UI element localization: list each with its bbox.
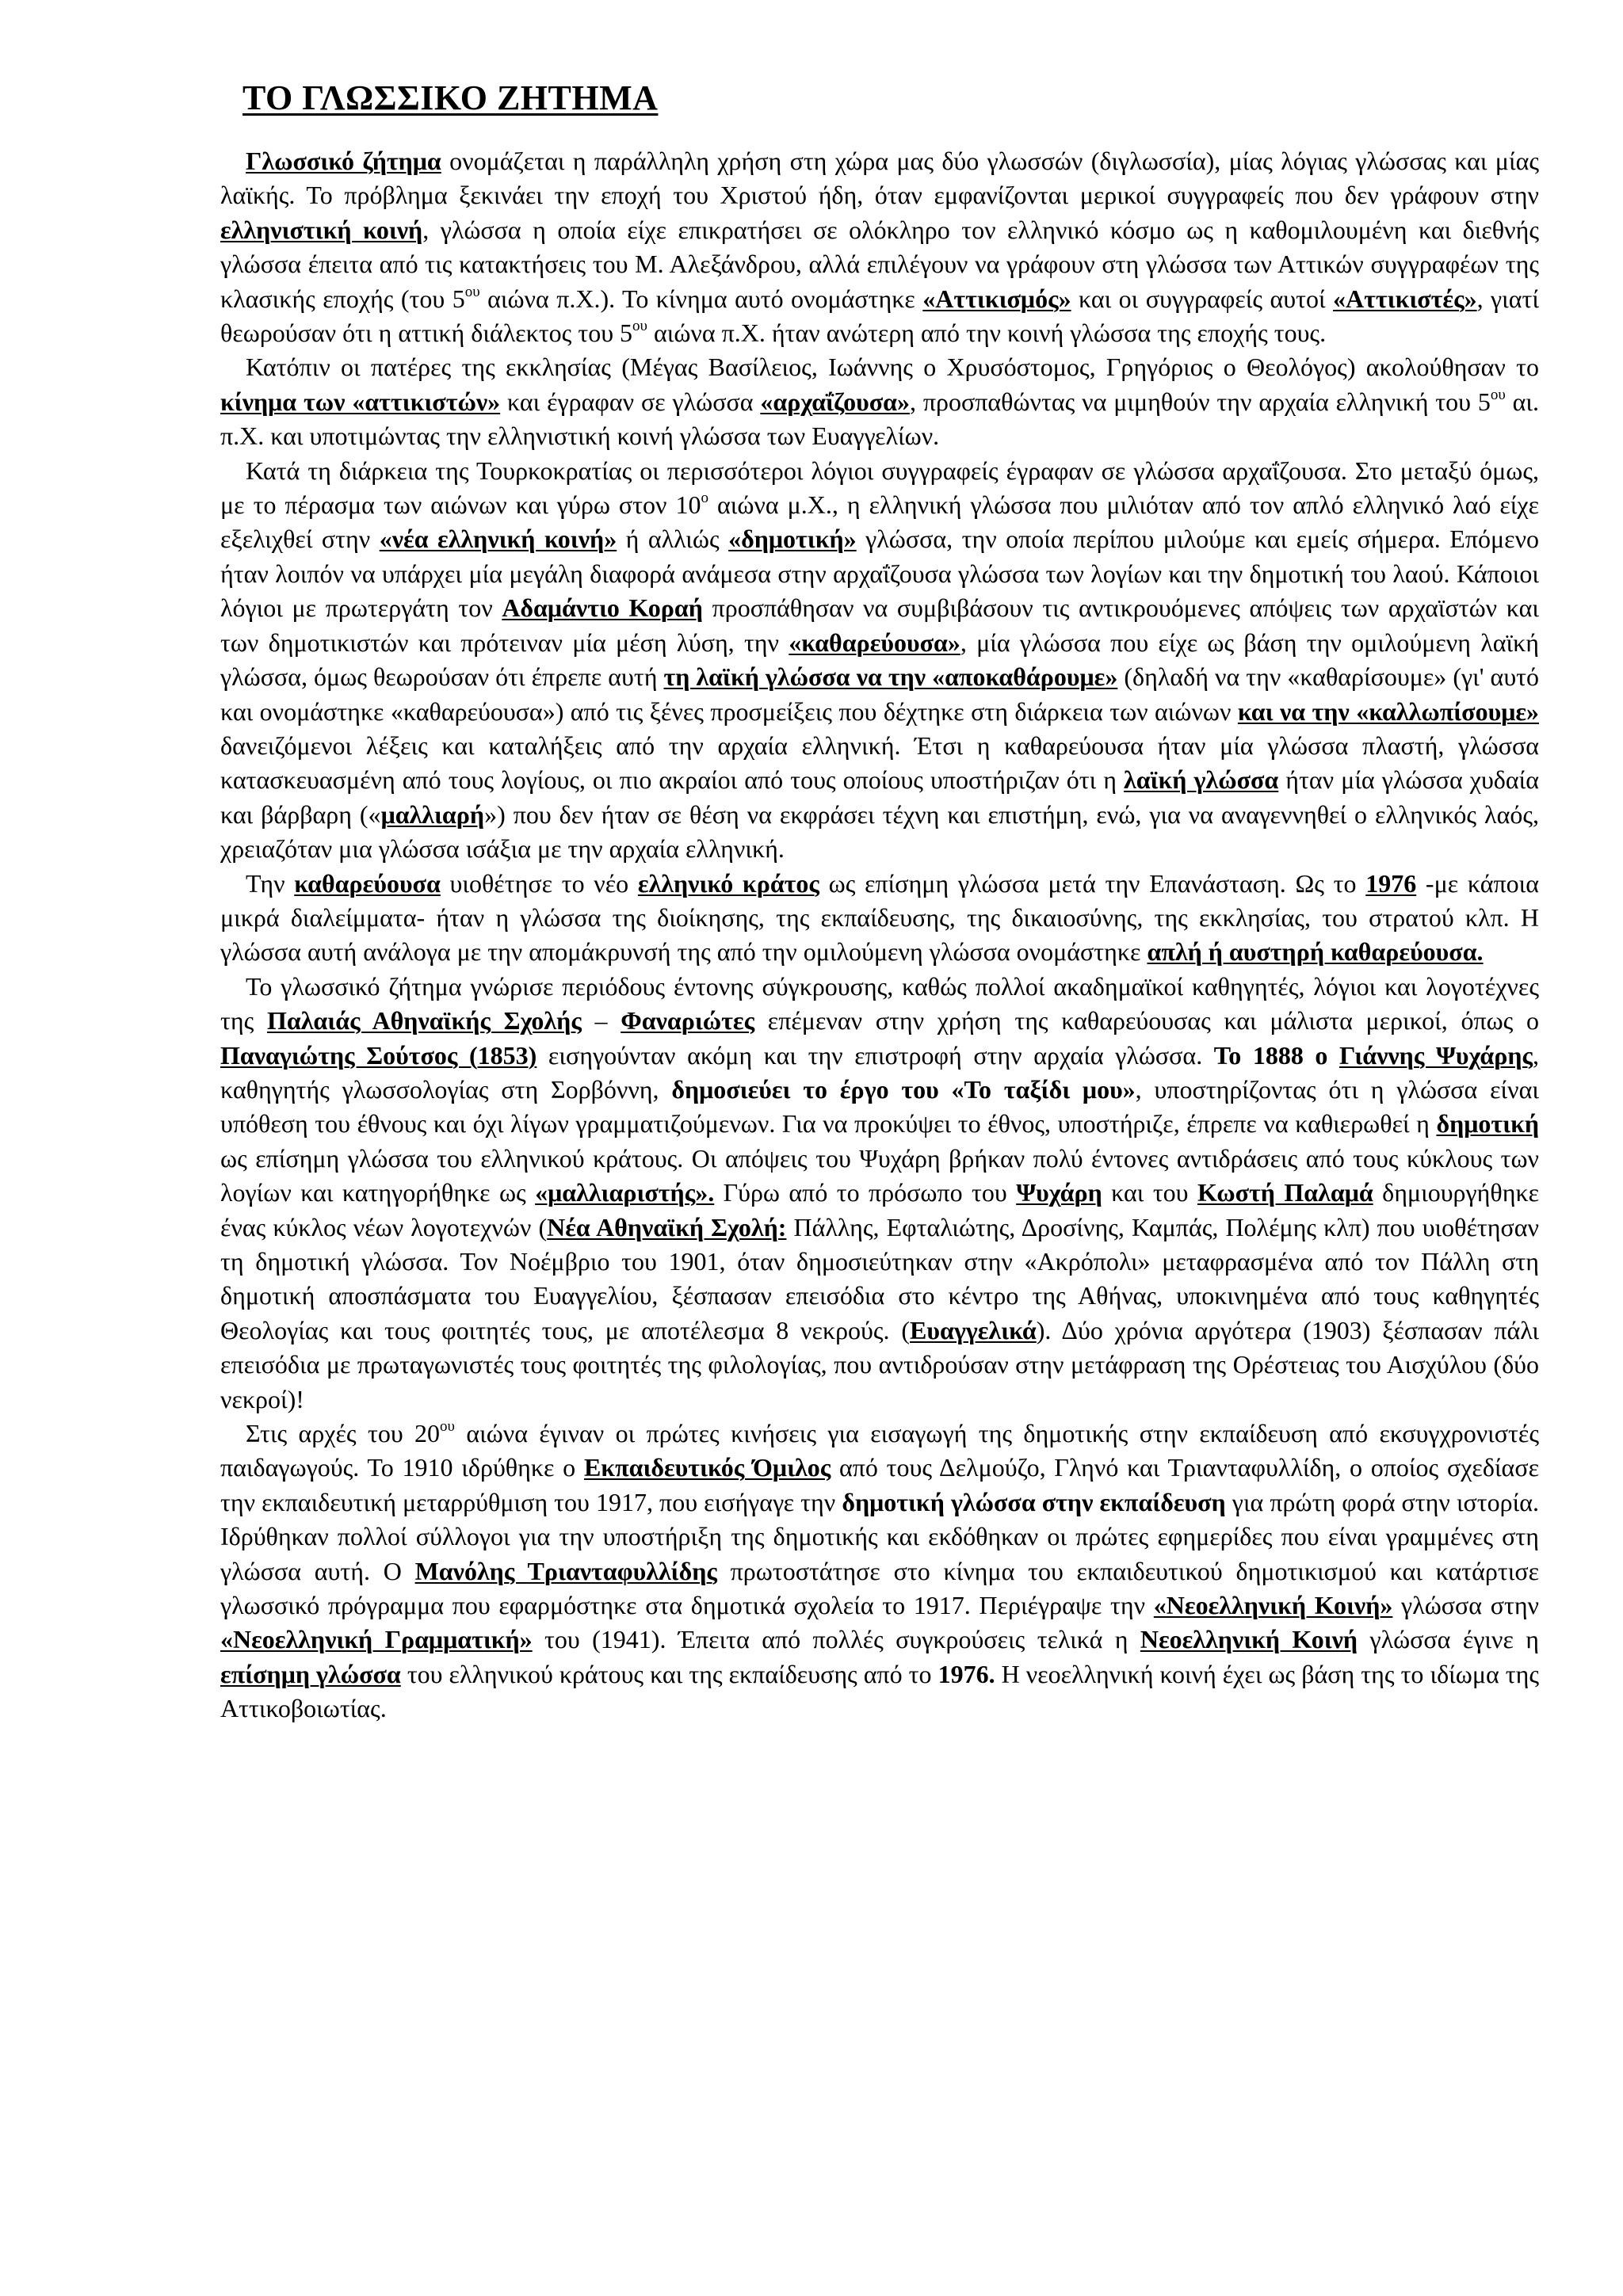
text-run: – [581,1006,621,1035]
emphasized-term-wrapper [910,1316,1037,1344]
emphasized-term: Νεοελληνική Κοινή [1140,1625,1358,1654]
emphasized-term-wrapper [1140,1625,1358,1653]
text-run: αιώνα έγιναν οι πρώτες κινήσεις για εισαγωγή της δημοτικής στην εκπαίδευση από εκσυγχρονιστές παιδαγωγούς. Το 1910 ιδρύθηκε ο [220,1419,1540,1482]
text-run: Η νεοελληνική κοινή έχει ως βάση της το ιδίωμα της Αττικοβοιωτίας. [220,1659,1540,1723]
emphasized-term: απλή ή αυστηρή καθαρεύουσα. [1147,937,1484,967]
text-run: Γύρω από το πρόσωπο του [714,1178,1017,1207]
bold-text: 1976. [938,1659,995,1688]
emphasized-term: κίνημα των «αττικιστών» [220,387,501,416]
emphasized-term-wrapper [1333,284,1477,313]
text-run: ως επίσημη γλώσσα μετά την Επανάσταση. Ως το [819,868,1366,898]
emphasized-term-wrapper [415,1557,717,1585]
text-run: γλώσσα έγινε η [1358,1625,1540,1654]
emphasized-term: Νέα Αθηναϊκή Σχολή: [547,1212,787,1241]
text-run: του (1941). Έπειτα από πολλές συγκρούσεις τελικά η [532,1625,1140,1654]
emphasized-term: 1976 [1365,868,1417,898]
emphasized-term-wrapper [1197,1178,1373,1207]
emphasized-term: ελληνιστική κοινή [220,215,423,244]
emphasized-term: καθαρεύουσα [294,868,441,898]
emphasized-term-wrapper [1016,1178,1102,1207]
emphasized-term: τη λαϊκή γλώσσα να την «αποκαθάρουμε» [663,662,1118,692]
emphasized-term: «καθαρεύουσα» [789,627,960,657]
emphasized-term-wrapper [220,1625,533,1653]
emphasized-term-wrapper [922,284,1071,313]
emphasized-term: Κωστή Παλαμά [1197,1178,1373,1207]
document-title: ΤΟ ΓΛΩΣΣΙΚΟ ΖΗΤΗΜΑ [242,78,659,117]
body-paragraph [220,350,1539,453]
emphasized-term-wrapper [728,524,857,553]
text-run: , γλώσσα η οποία είχε επικρατήσει σε ολόκληρο τον ελληνικό κόσμο ως η καθομιλουμένη και διεθνής γλώσσα έπειτα από τις κατακτήσεις του Μ. Αλεξάνδρου, αλλά επιλέγουν να γράφουν στη γλώσσα των Αττικών συγγραφέων της κλασικής εποχής (του 5 [220,215,1540,313]
text-run: γλώσσα, την οποία περίπου μιλούμε και εμείς σήμερα. Επόμενο ήταν λοιπόν να υπάρχει μία μεγάλη διαφορά ανάμεσα στην αρχαΐζουσα γλώσσα των λογίων και την δημοτική του λαού. Κάποιοι λόγιοι με πρωτεργάτη τον [220,524,1540,623]
text-run: αι. π.Χ. και υποτιμώντας την ελληνιστική κοινή γλώσσα των Ευαγγελίων. [220,387,1540,451]
superscript-text: ου [632,318,647,335]
body-paragraph [220,454,1539,867]
emphasized-term-wrapper [220,1041,537,1070]
emphasized-term: Εκπαιδευτικός Όμιλος [583,1453,831,1482]
body-paragraph [220,1417,1539,1726]
emphasized-term-wrapper [246,147,441,175]
emphasized-term: και να την «καλλωπίσουμε» [1237,696,1540,726]
text-run: επέμεναν στην χρήση της καθαρεύουσας και μάλιστα μερικοί, όπως ο [754,1006,1540,1035]
bold-text: δημοσιεύει το έργο του «Το ταξίδι μου» [671,1074,1136,1104]
emphasized-term: «δημοτική» [728,524,857,554]
text-run: υιοθέτησε το νέο [440,868,638,898]
emphasized-term: Ευαγγελικά [910,1315,1037,1344]
emphasized-term: Γιάννης Ψυχάρης [1339,1040,1533,1070]
emphasized-term: δημοτική [1436,1109,1539,1138]
text-run: δημιουργήθηκε ένας κύκλος νέων λογοτεχνών ( [220,1178,1540,1241]
text-run: εισηγούνταν ακόμη και την επιστροφή στην αρχαία γλώσσα. [537,1040,1214,1070]
emphasized-term: Παλαιάς Αθηναϊκής Σχολής [266,1006,582,1035]
text-run: του ελληνικού κράτους και της εκπαίδευσης από το [400,1659,938,1688]
body-paragraph [220,970,1539,1417]
emphasized-term-wrapper [663,662,1117,691]
text-run: Την [246,868,295,898]
emphasized-term-wrapper [789,628,960,657]
emphasized-term-wrapper [1147,937,1483,966]
text-run: , καθηγητής γλωσσολογίας στη Σορβόννη, [220,1040,1540,1104]
emphasized-term: «Νεοελληνική Γραμματική» [220,1625,533,1654]
text-run: γλώσσα στην [1392,1591,1540,1620]
text-run: -με κάποια μικρά διαλείμματα- ήταν η γλώσσα της διοίκησης, της εκπαίδευσης, της δικαιοσύνης, της εκκλησίας, του στρατού κλπ. Η γλώσσα αυτή ανάλογα με την απομάκρυνσή της από την ομιλούμενη γλώσσα ονομάστηκε [220,868,1540,967]
superscript-text: ου [1490,387,1506,404]
emphasized-term-wrapper [621,1006,754,1035]
text-run: δανειζόμενοι λέξεις και καταλήξεις από την αρχαία ελληνική. Έτσι η καθαρεύουσα ήταν μία γλώσσα πλαστή, γλώσσα κατασκευασμένη από τους λογίους, οι πιο ακραίοι από τους οποίους υποστήριζαν ότι η [220,730,1539,795]
text-run: Το γλωσσικό ζήτημα γνώρισε περιόδους έντονης σύγκρουσης, καθώς πολλοί ακαδημαϊκοί καθηγητές, λόγιοι και λογοτέχνες της [220,971,1539,1035]
emphasized-term-wrapper [294,869,441,898]
emphasized-term-wrapper [380,524,617,553]
superscript-text: ου [464,283,480,300]
emphasized-term: «Αττικισμός» [922,284,1071,313]
emphasized-term-wrapper [220,387,500,416]
emphasized-term: «Αττικιστές» [1333,284,1477,313]
emphasized-term-wrapper [1436,1109,1539,1138]
emphasized-term: Μανόλης Τριανταφυλλίδης [414,1556,717,1585]
emphasized-term-wrapper [584,1453,831,1482]
superscript-text: ου [440,1418,455,1436]
text-run: ήταν μία γλώσσα χυδαία και βάρβαρη (« [220,765,1540,829]
emphasized-term: Γλωσσικό ζήτημα [246,147,441,175]
emphasized-term-wrapper [535,1178,714,1207]
text-run: , υποστηρίζοντας ότι η γλώσσα είναι υπόθεση του έθνους και όχι λίγων γραμματιζούμενων. Για να προκύψει το έθνος, υποστήριζε, έπρεπε να καθιερωθεί η [220,1074,1540,1138]
emphasized-term-wrapper [220,215,422,244]
text-run: Κατόπιν οι πατέρες της εκκλησίας (Μέγας Βασίλειος, Ιωάννης ο Χρυσόστομος, Γρηγόριος ο Θεολόγος) ακολούθησαν το [246,353,1539,382]
text-run: ονομάζεται η παράλληλη χρήση στη χώρα μας δύο γλωσσών (διγλωσσία), μίας λόγιας γλώσσας και μίας λαϊκής. Το πρόβλημα ξεκινάει την εποχή του Χριστού ήδη, όταν εμφανίζονται μερικοί συγγραφείς που δεν γράφουν στην [220,147,1540,210]
emphasized-term: μαλλιαρή [380,799,485,829]
emphasized-term-wrapper [1154,1591,1393,1619]
text-run: ως επίσημη γλώσσα του ελληνικού κράτους. Οι απόψεις του Ψυχάρη βρήκαν πολύ έντονες αντιδράσεις από τους κύκλους των λογίων και κατηγορήθηκε ως [220,1143,1539,1207]
emphasized-term: Αδαμάντιο Κοραή [502,593,703,623]
bold-text: Το 1888 ο [1213,1040,1340,1070]
text-run: από τους Δελμούζο, Γληνό και Τριανταφυλλίδη, ο οποίος σχεδίασε την εκπαιδευτική μεταρρύθμιση του 1917, που εισήγαγε την [220,1453,1540,1516]
emphasized-term: «μαλλιαριστής». [535,1178,715,1207]
emphasized-term: ελληνικό κράτος [637,868,819,898]
text-run: αιώνα π.Χ.). Το κίνημα αυτό ονομάστηκε [479,284,923,313]
emphasized-term-wrapper [220,1660,401,1688]
text-run: και έγραφαν σε γλώσσα [500,387,761,416]
text-run: ») που δεν ήταν σε θέση να εκφράσει τέχνη και επιστήμη, ενώ, για να αναγεννηθεί ο ελληνικός λαός, χρειαζόταν μια γλώσσα ισάξια με την αρχαία ελληνική. [220,799,1540,864]
text-run: ή αλλιώς [617,524,729,554]
emphasized-term: «αρχαΐζουσα» [760,387,910,416]
emphasized-term: επίσημη γλώσσα [220,1659,401,1688]
emphasized-term-wrapper [760,387,910,416]
text-run: προσπάθησαν να συμβιβάσουν τις αντικρουόμενες απόψεις των αρχαϊστών και των δημοτικιστών και πρότειναν μία μέση λύση, την [220,593,1540,657]
text-run: αιώνα μ.Χ., η ελληνική γλώσσα που μιλιόταν από τον απλό ελληνικό λαό είχε εξελιχθεί στην [220,490,1540,554]
document-body [220,144,1539,1726]
text-run: , μία γλώσσα που είχε ως βάση την ομιλούμενη λαϊκή γλώσσα, όμως θεωρούσαν ότι έπρεπε αυτή [220,627,1540,692]
emphasized-term-wrapper [547,1213,786,1241]
text-run: και του [1102,1178,1197,1207]
text-run: πρωτοστάτησε στο κίνημα του εκπαιδευτικού δημοτικισμού και κατάρτισε γλωσσικό πρόγραμμα που εφαρμόστηκε στα δημοτικά σχολεία το 1917. Περιέγραψε την [220,1556,1540,1620]
text-run: , προσπαθώντας να μιμηθούν την αρχαία ελληνική του 5 [909,387,1491,416]
emphasized-term: λαϊκή γλώσσα [1124,765,1279,795]
body-paragraph [220,867,1539,970]
superscript-text: ο [701,490,708,507]
emphasized-term-wrapper [381,800,485,829]
emphasized-term-wrapper [1339,1041,1533,1070]
emphasized-term-wrapper [1238,697,1539,726]
emphasized-term: Φαναριώτες [621,1006,755,1035]
text-run: Στις αρχές του 20 [246,1419,441,1448]
emphasized-term-wrapper [267,1006,582,1035]
text-run: αιώνα π.Χ. ήταν ανώτερη από την κοινή γλώσσα της εποχής τους. [647,318,1327,348]
emphasized-term: «Νεοελληνική Κοινή» [1153,1591,1393,1620]
emphasized-term-wrapper [1365,869,1416,898]
text-run: , γιατί θεωρούσαν ότι η αττική διάλεκτος του 5 [220,284,1540,348]
emphasized-term: Ψυχάρη [1016,1178,1102,1207]
body-paragraph [220,144,1539,350]
emphasized-term-wrapper [638,869,819,898]
emphasized-term: Παναγιώτης Σούτσος (1853) [220,1040,537,1070]
text-run: ). Δύο χρόνια αργότερα (1903) ξέσπασαν πάλι επεισόδια με πρωταγωνιστές τους φοιτητές της φιλολογίας, που αντιδρούσαν στην μετάφραση της Ορέστειας του Αισχύλου (δύο νεκροί)! [220,1315,1540,1413]
emphasized-term: «νέα ελληνική κοινή» [379,524,617,554]
text-run: Πάλλης, Εφταλιώτης, Δροσίνης, Καμπάς, Πολέμης κλπ) που υιοθέτησαν τη δημοτική γλώσσα. Τον Νοέμβριο του 1901, όταν δημοσιεύτηκαν στην «Ακρόπολι» μεταφρασμένα από τον Πάλλη στη δημοτική αποσπάσματα του Ευαγγελίου, ξέσπασαν επεισόδια στο κέντρο της Αθήνας, υποκινημένα από τους καθηγητές Θεολογίας και τους φοιτητές τους, με αποτέλεσμα 8 νεκρούς. ( [220,1212,1540,1344]
emphasized-term-wrapper [1124,765,1278,794]
text-run: (δηλαδή να την «καθαρίσουμε» (γι' αυτό και ονομάστηκε «καθαρεύουσα») από τις ξένες προσμείξεις που δέχτηκε στη διάρκεια των αιώνων [220,662,1540,726]
text-run: για πρώτη φορά στην ιστορία. Ιδρύθηκαν πολλοί σύλλογοι για την υποστήριξη της δημοτικής και εκδόθηκαν οι πρώτες εφημερίδες που είναι γραμμένες στη γλώσσα αυτή. Ο [220,1487,1540,1585]
bold-text: δημοτική γλώσσα στην εκπαίδευση [842,1487,1226,1516]
text-run: και οι συγγραφείς αυτοί [1071,284,1334,313]
emphasized-term-wrapper [502,593,703,622]
text-run: Κατά τη διάρκεια της Τουρκοκρατίας οι περισσότεροι λόγιοι συγγραφείς έγραφαν σε γλώσσα αρχαΐζουσα. Στο μεταξύ όμως, με το πέρασμα των αιώνων και γύρω στον 10 [220,456,1539,520]
